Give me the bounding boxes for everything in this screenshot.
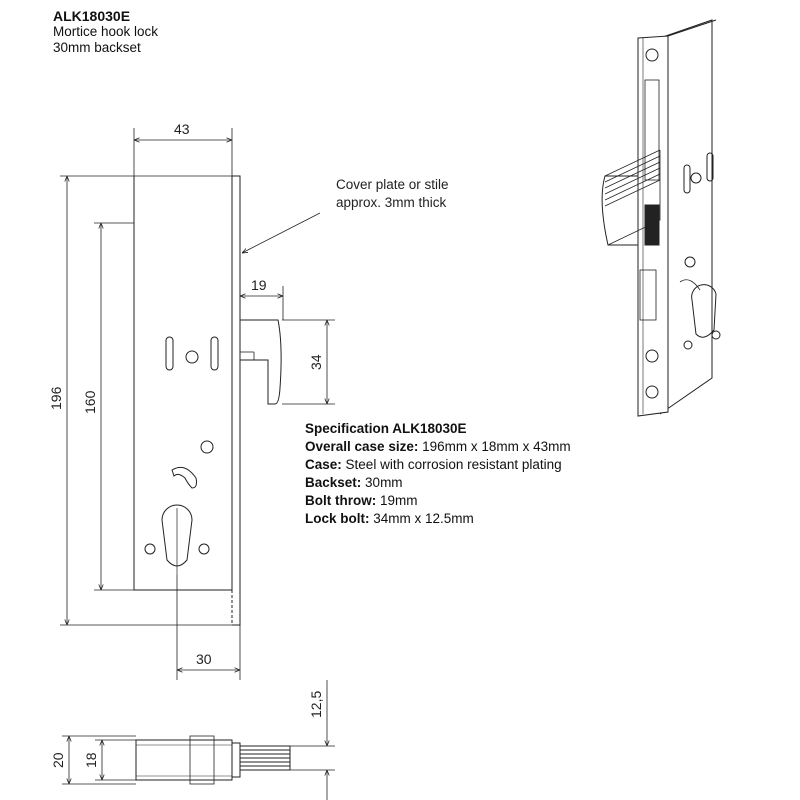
iso-slot-1 [684, 165, 690, 193]
upper-slot-right [211, 337, 218, 370]
specification-title: Specification ALK18030E [305, 421, 467, 436]
iso-bolt-shadow [645, 205, 659, 245]
spec-row [305, 492, 571, 510]
dim-height-196: 196 [48, 386, 64, 410]
iso-hook-bolt [602, 176, 638, 245]
spec-value: 196mm x 18mm x 43mm [422, 439, 571, 454]
dim-bolt-thickness: 12,5 [308, 690, 324, 718]
spec-label: Lock bolt: [305, 511, 370, 526]
spec-row [305, 474, 571, 492]
spec-value: 19mm [380, 493, 418, 508]
hook-bolt [240, 320, 281, 404]
front-view [134, 176, 281, 625]
iso-fix-right [712, 331, 720, 339]
cam-slot [172, 467, 197, 488]
dim-plate-depth-20: 20 [50, 752, 66, 768]
dim-case-depth-18: 18 [83, 752, 99, 768]
iso-fix-left [684, 341, 692, 349]
product-backset: 30mm backset [53, 40, 141, 55]
spec-value: Steel with corrosion resistant plating [345, 457, 562, 472]
fixing-hole-left [145, 544, 155, 554]
dim-bolt-34: 34 [308, 354, 324, 370]
specification-block [305, 420, 571, 528]
dim-bolt-throw-19: 19 [251, 277, 267, 293]
fixing-hole-right [199, 544, 209, 554]
iso-hole-2 [685, 257, 695, 267]
dim-height-160: 160 [82, 390, 98, 414]
spec-value: 34mm x 12.5mm [373, 511, 474, 526]
lock-case-outline [134, 176, 232, 590]
dim-width-43: 43 [174, 121, 190, 137]
spec-row [305, 510, 571, 528]
spec-label: Bolt throw: [305, 493, 377, 508]
spec-label: Overall case size: [305, 439, 419, 454]
callout-line2: approx. 3mm thick [336, 195, 447, 210]
plan-cover-plate [232, 743, 240, 777]
upper-slot-left [166, 337, 173, 370]
spec-row [305, 456, 571, 474]
plan-case [136, 740, 232, 780]
upper-hole [186, 351, 198, 363]
iso-cam-slot [680, 280, 700, 290]
product-code: ALK18030E [53, 8, 131, 24]
cover-plate [232, 176, 240, 625]
callout-line1: Cover plate or stile [336, 177, 449, 192]
isometric-view [602, 20, 720, 416]
plan-view [136, 736, 290, 784]
spec-label: Backset: [305, 475, 362, 490]
spec-label: Case: [305, 457, 342, 472]
spec-value: 30mm [365, 475, 403, 490]
dim-backset-30: 30 [196, 651, 212, 667]
middle-hole [201, 441, 213, 453]
plan-mount [190, 736, 214, 784]
product-description: Mortice hook lock [53, 24, 159, 39]
spec-row [305, 438, 571, 456]
iso-hole-1 [691, 173, 701, 183]
